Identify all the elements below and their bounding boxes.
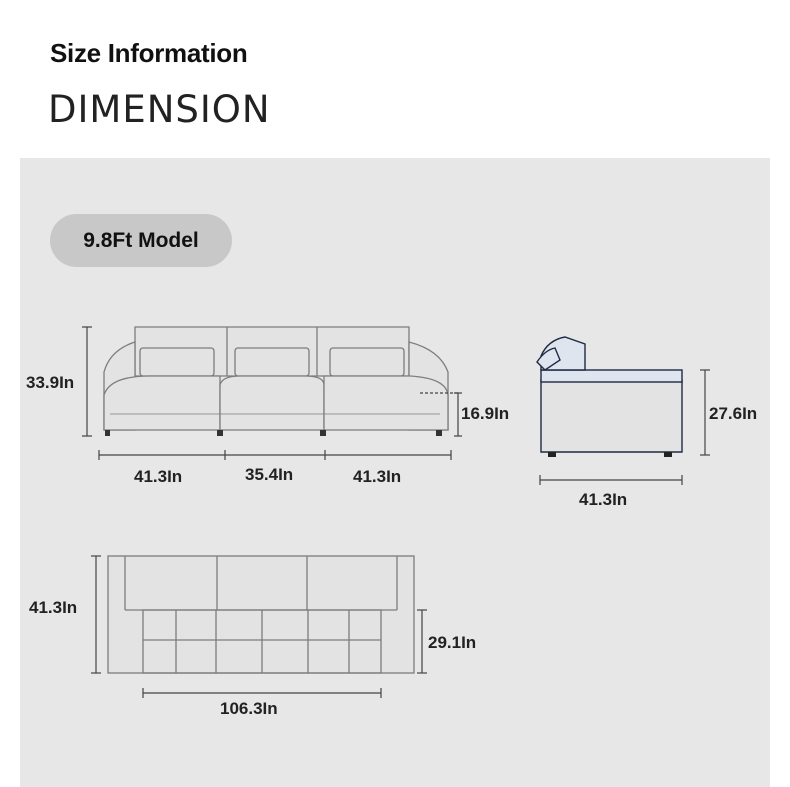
section-title: Size Information bbox=[50, 38, 248, 68]
front-width-left-label: 41.3In bbox=[134, 467, 183, 486]
side-view-sofa bbox=[537, 337, 682, 457]
side-depth-label: 41.3In bbox=[579, 490, 628, 509]
top-view-sofa bbox=[108, 556, 414, 673]
front-view-sofa bbox=[104, 327, 448, 436]
top-width-label: 106.3In bbox=[220, 699, 278, 718]
top-seat-depth-label: 29.1In bbox=[428, 633, 477, 652]
side-height-label: 27.6In bbox=[709, 404, 758, 423]
top-depth-label: 41.3In bbox=[29, 598, 78, 617]
section-subtitle: DIMENSION bbox=[48, 88, 271, 131]
front-seat-height-label: 16.9In bbox=[461, 404, 510, 423]
front-height-label: 33.9In bbox=[26, 373, 75, 392]
front-width-middle-label: 35.4In bbox=[245, 465, 294, 484]
model-badge: 9.8Ft Model bbox=[50, 214, 232, 267]
front-width-right-label: 41.3In bbox=[353, 467, 402, 486]
